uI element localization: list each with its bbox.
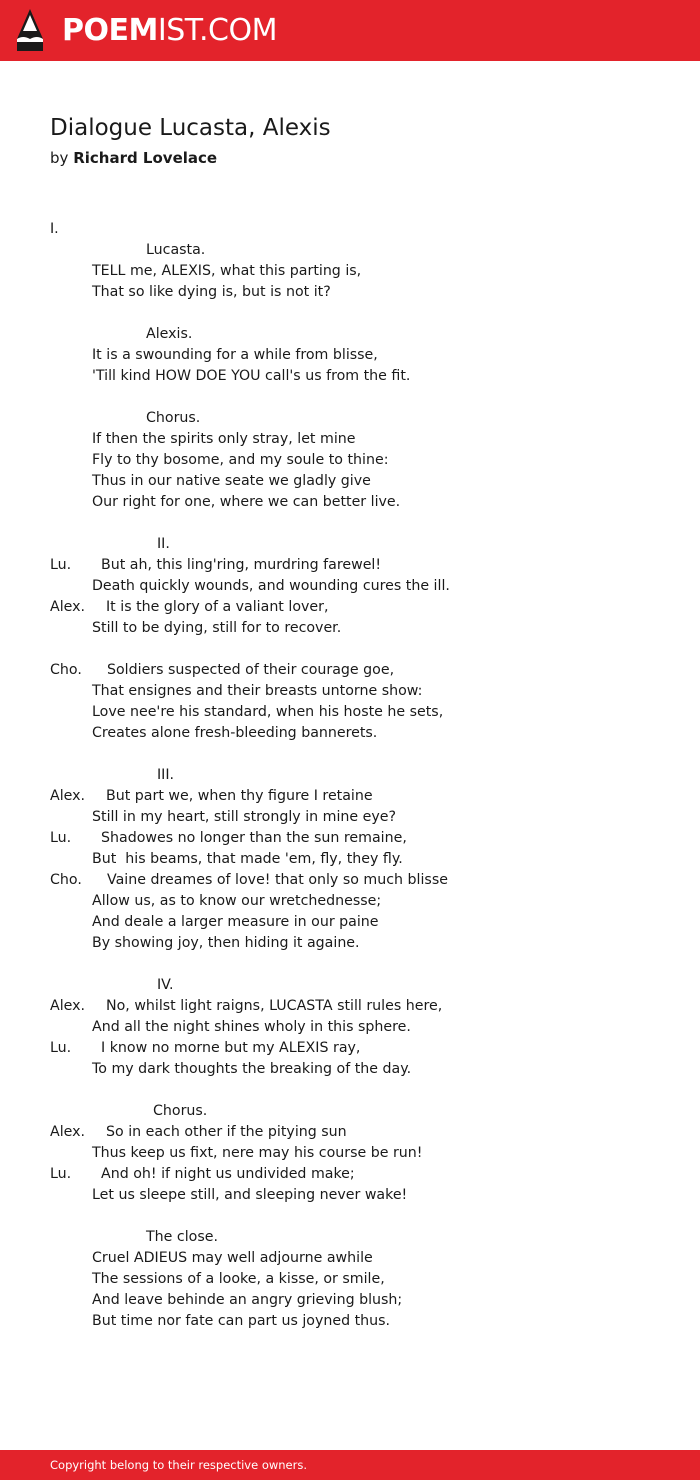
- brand-light: IST.COM: [157, 13, 277, 48]
- poem-line: [50, 828, 650, 849]
- poem-line: [50, 702, 650, 723]
- poem-line: [50, 765, 650, 786]
- line-text: And leave behinde an angry grieving blush;: [92, 1292, 403, 1308]
- line-text: But his beams, that made 'em, fly, they fly.: [92, 851, 403, 867]
- poem-line: [50, 1290, 650, 1311]
- line-text: TELL me, ALEXIS, what this parting is,: [92, 263, 362, 279]
- line-text: Love nee're his standard, when his hoste he sets,: [92, 704, 444, 720]
- line-text: Allow us, as to know our wretchednesse;: [92, 893, 382, 909]
- poem-line: [50, 534, 650, 555]
- line-text: And oh! if night us undivided make;: [101, 1166, 355, 1182]
- poem-line: [50, 1059, 650, 1080]
- poem-line: [50, 681, 650, 702]
- poem-line: [50, 807, 650, 828]
- stanza-break: [50, 303, 650, 324]
- poem-line: [50, 912, 650, 933]
- poem-line: [50, 618, 650, 639]
- poem-line: [50, 933, 650, 954]
- speaker-label: Lu.: [50, 830, 72, 846]
- poem-line: [50, 1269, 650, 1290]
- section-heading: Chorus.: [146, 410, 201, 426]
- section-heading: II.: [157, 536, 170, 552]
- poem-line: [50, 597, 650, 618]
- poem-line: [50, 555, 650, 576]
- poem-line: [50, 1122, 650, 1143]
- poem-line: [50, 450, 650, 471]
- stanza-break: [50, 639, 650, 660]
- byline: [50, 149, 217, 167]
- line-text: That ensignes and their breasts untorne show:: [92, 683, 423, 699]
- poem-line: [50, 219, 650, 240]
- line-text: Shadowes no longer than the sun remaine,: [101, 830, 407, 846]
- line-text: That so like dying is, but is not it?: [92, 284, 331, 300]
- line-text: Fly to thy bosome, and my soule to thine:: [92, 452, 389, 468]
- by-label: by: [50, 149, 69, 167]
- stanza-break: [50, 387, 650, 408]
- line-text: And all the night shines wholy in this sphere.: [92, 1019, 411, 1035]
- brand-bold: POEM: [62, 13, 158, 48]
- stanza-break: [50, 1080, 650, 1101]
- poem-title: Dialogue Lucasta, Alexis: [50, 115, 331, 141]
- speaker-label: Alex.: [50, 998, 86, 1014]
- section-heading: Alexis.: [146, 326, 193, 342]
- stanza-break: [50, 744, 650, 765]
- poem-line: [50, 975, 650, 996]
- line-text: Our right for one, where we can better live.: [92, 494, 401, 510]
- line-text: It is the glory of a valiant lover,: [106, 599, 329, 615]
- line-text: The sessions of a looke, a kisse, or smile,: [92, 1271, 385, 1287]
- copyright-text: Copyright belong to their respective owners.: [50, 1458, 308, 1472]
- stanza-break: [50, 954, 650, 975]
- line-text: But time nor fate can part us joyned thus.: [92, 1313, 391, 1329]
- poem-line: [50, 786, 650, 807]
- line-text: By showing joy, then hiding it againe.: [92, 935, 360, 951]
- poem-line: [50, 891, 650, 912]
- line-text: It is a swounding for a while from blisse,: [92, 347, 378, 363]
- line-text: 'Till kind HOW DOE YOU call's us from the fit.: [92, 368, 411, 384]
- speaker-label: Alex.: [50, 1124, 86, 1140]
- poem-line: [50, 1038, 650, 1059]
- poem-line: [50, 324, 650, 345]
- line-text: Cruel ADIEUS may well adjourne awhile: [92, 1250, 373, 1266]
- poem-body: [50, 219, 650, 1332]
- poem-line: [50, 345, 650, 366]
- poem-line: [50, 492, 650, 513]
- section-heading: IV.: [157, 977, 174, 993]
- poem-line: [50, 261, 650, 282]
- poem-line: [50, 1101, 650, 1122]
- speaker-label: Lu.: [50, 1166, 72, 1182]
- poem-line: [50, 1227, 650, 1248]
- line-text: I know no morne but my ALEXIS ray,: [101, 1040, 361, 1056]
- site-logo[interactable]: [62, 11, 277, 51]
- poem-line: [50, 660, 650, 681]
- line-text: Vaine dreames of love! that only so much blisse: [107, 872, 448, 888]
- section-heading: Lucasta.: [146, 242, 206, 258]
- line-text: And deale a larger measure in our paine: [92, 914, 379, 930]
- line-text: To my dark thoughts the breaking of the day.: [92, 1061, 412, 1077]
- line-text: But ah, this ling'ring, murdring farewel!: [101, 557, 382, 573]
- speaker-label: Alex.: [50, 788, 86, 804]
- poem-line: [50, 282, 650, 303]
- author-name[interactable]: Richard Lovelace: [73, 149, 218, 167]
- section-heading: Chorus.: [153, 1103, 208, 1119]
- poem-line: [50, 240, 650, 261]
- site-header: [0, 0, 700, 61]
- poem-line: [50, 870, 650, 891]
- line-text: Soldiers suspected of their courage goe,: [107, 662, 395, 678]
- line-text: Still to be dying, still for to recover.: [92, 620, 342, 636]
- site-footer: [0, 1450, 700, 1480]
- line-text: Creates alone fresh-bleeding bannerets.: [92, 725, 378, 741]
- line-text: Death quickly wounds, and wounding cures the ill.: [92, 578, 450, 594]
- line-text: So in each other if the pitying sun: [106, 1124, 347, 1140]
- speaker-label: Lu.: [50, 1040, 72, 1056]
- poem-line: [50, 849, 650, 870]
- poem-line: [50, 471, 650, 492]
- poem-line: [50, 429, 650, 450]
- poem-line: [50, 408, 650, 429]
- stanza-break: [50, 513, 650, 534]
- section-heading: I.: [50, 221, 59, 237]
- speaker-label: Alex.: [50, 599, 86, 615]
- line-text: Thus keep us fixt, nere may his course be run!: [92, 1145, 423, 1161]
- poem-line: [50, 576, 650, 597]
- pencil-tip-icon[interactable]: [17, 9, 43, 51]
- line-text: But part we, when thy figure I retaine: [106, 788, 373, 804]
- line-text: If then the spirits only stray, let mine: [92, 431, 356, 447]
- poem-line: [50, 1185, 650, 1206]
- speaker-label: Lu.: [50, 557, 72, 573]
- poem-line: [50, 366, 650, 387]
- poem-line: [50, 1248, 650, 1269]
- poem-line: [50, 996, 650, 1017]
- stanza-break: [50, 1206, 650, 1227]
- poem-line: [50, 1164, 650, 1185]
- section-heading: III.: [157, 767, 175, 783]
- line-text: Let us sleepe still, and sleeping never wake!: [92, 1187, 408, 1203]
- section-heading: The close.: [146, 1229, 218, 1245]
- line-text: No, whilst light raigns, LUCASTA still rules here,: [106, 998, 443, 1014]
- speaker-label: Cho.: [50, 872, 82, 888]
- line-text: Thus in our native seate we gladly give: [92, 473, 371, 489]
- poem-line: [50, 1311, 650, 1332]
- poem-line: [50, 723, 650, 744]
- poem-line: [50, 1143, 650, 1164]
- line-text: Still in my heart, still strongly in mine eye?: [92, 809, 397, 825]
- poem-line: [50, 1017, 650, 1038]
- speaker-label: Cho.: [50, 662, 82, 678]
